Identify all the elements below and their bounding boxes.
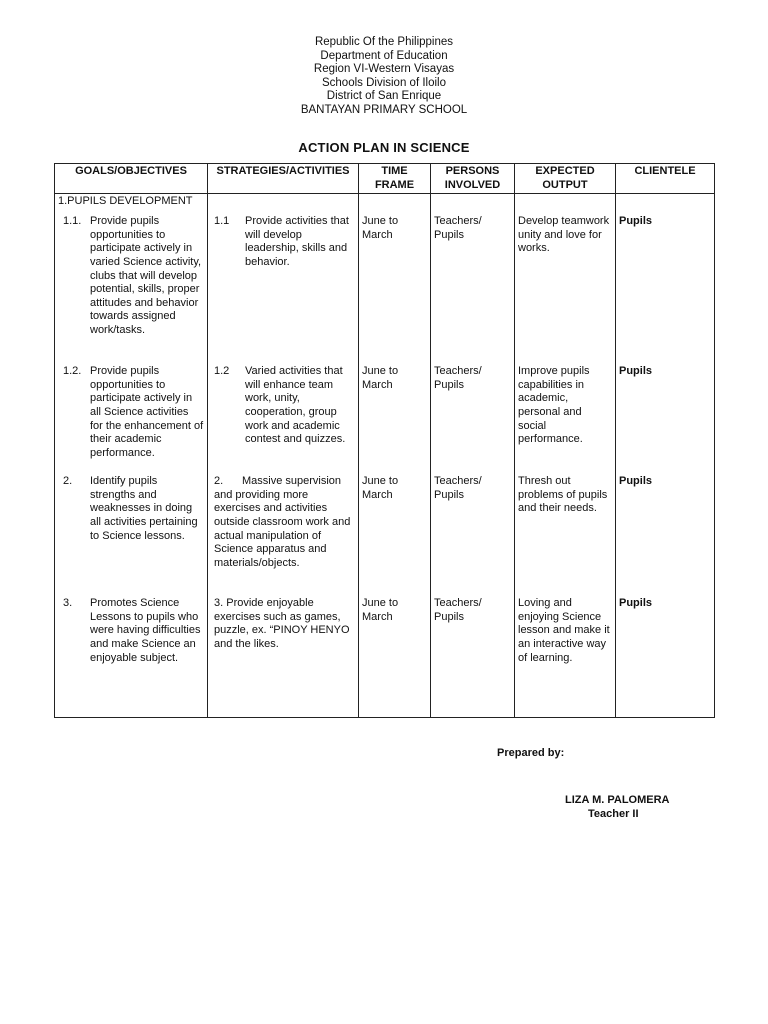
- goal-cell: [55, 475, 208, 597]
- goal-cell: [55, 597, 208, 718]
- strategy-number: 1.2: [214, 365, 230, 378]
- strategy-number: 1.1: [214, 215, 230, 228]
- strategy-cell: [208, 365, 359, 475]
- header-time-frame: TIME FRAME: [359, 164, 431, 194]
- strategy-cell: [208, 475, 359, 597]
- clientele-cell: Pupils: [616, 215, 715, 365]
- output-cell: Improve pupils capabilities in academic, personal and social performance.: [515, 365, 616, 475]
- time-frame-cell: June to March: [359, 475, 431, 597]
- prepared-by-label: Prepared by:: [497, 747, 565, 759]
- strategy-cell: [208, 215, 359, 365]
- header-line-department: Department of Education: [320, 49, 448, 62]
- strategy-text: Provide activities that will develop leadership, skills and behavior.: [245, 215, 349, 268]
- header-line-division: Schools Division of Iloilo: [321, 76, 446, 89]
- header-strategies: STRATEGIES/ACTIVITIES: [208, 164, 359, 194]
- persons-cell: Teachers/ Pupils: [431, 365, 515, 475]
- time-frame-cell: June to March: [359, 597, 431, 718]
- goal-text: Provide pupils opportunities to participate actively in all Science activities for the enhancement of their academic performance.: [90, 365, 204, 459]
- table-row: [55, 215, 715, 365]
- persons-cell: Teachers/ Pupils: [431, 475, 515, 597]
- table-header-row: [55, 164, 715, 194]
- table-row: [55, 475, 715, 597]
- goal-number: 3.: [63, 597, 73, 610]
- clientele-cell: Pupils: [616, 365, 715, 475]
- output-cell: Loving and enjoying Science lesson and make it an interactive way of learning.: [515, 597, 616, 718]
- strategy-text: Varied activities that will enhance team work, unity, cooperation, group work and academic contest and quizzes.: [245, 365, 346, 446]
- persons-cell: Teachers/ Pupils: [431, 215, 515, 365]
- output-cell: Develop teamwork unity and love for works.: [515, 215, 616, 365]
- table-row: [55, 365, 715, 475]
- goal-text: Promotes Science Lessons to pupils who were having difficulties and make Science an enjoyable subject.: [90, 597, 201, 664]
- time-frame-cell: June to March: [359, 365, 431, 475]
- header-goals: GOALS/OBJECTIVES: [55, 164, 208, 194]
- persons-cell: Teachers/ Pupils: [431, 597, 515, 718]
- output-cell: Thresh out problems of pupils and their needs.: [515, 475, 616, 597]
- time-frame-cell: June to March: [359, 215, 431, 365]
- goal-text: Identify pupils strengths and weaknesses in doing all activities pertaining to Science lessons.: [90, 475, 198, 542]
- header-line-region: Region VI-Western Visayas: [313, 63, 455, 76]
- strategy-text: Provide enjoyable exercises such as games, puzzle, ex. “PINOY HENYO and the likes.: [214, 597, 350, 650]
- header-expected-output: EXPECTED OUTPUT: [515, 164, 616, 194]
- header-persons-involved: PERSONS INVOLVED: [431, 164, 515, 194]
- signatory-position: Teacher II: [588, 808, 639, 820]
- section-title: 1.PUPILS DEVELOPMENT: [55, 194, 208, 216]
- section-row: [55, 194, 715, 216]
- goal-number: 2.: [63, 475, 73, 488]
- clientele-cell: Pupils: [616, 475, 715, 597]
- strategy-cell: [208, 597, 359, 718]
- goal-text: Provide pupils opportunities to participate actively in varied Science activity, clubs that will develop potential, skills, proper attitudes and behavior towards assigned work/tasks.: [90, 215, 202, 336]
- signatory-name: LIZA M. PALOMERA: [565, 794, 670, 806]
- header-clientele: CLIENTELE: [616, 164, 715, 194]
- header-line-republic: Republic Of the Philippines: [314, 36, 454, 48]
- header-line-school: BANTAYAN PRIMARY SCHOOL: [300, 103, 468, 116]
- goal-number: 1.1.: [63, 215, 82, 228]
- header-line-district: District of San Enrique: [326, 90, 442, 103]
- strategy-text: Massive supervision and providing more exercises and activities outside classroom work and actual manipulation of Science apparatus and materials/objects.: [214, 475, 351, 569]
- strategy-number: 3.: [214, 597, 224, 610]
- action-plan-table: [54, 163, 715, 718]
- goal-cell: [55, 215, 208, 365]
- goal-cell: [55, 365, 208, 475]
- strategy-number: 2.: [214, 475, 224, 488]
- page-title: ACTION PLAN IN SCIENCE: [298, 140, 470, 155]
- table-row: [55, 597, 715, 718]
- goal-number: 1.2.: [63, 365, 82, 378]
- letterhead: [0, 36, 768, 118]
- clientele-cell: Pupils: [616, 597, 715, 718]
